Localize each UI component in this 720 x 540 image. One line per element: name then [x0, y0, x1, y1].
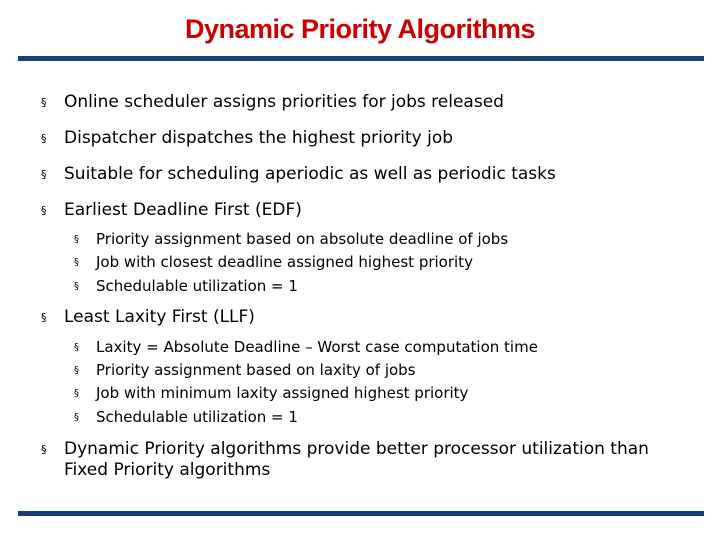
sub-bullet-text: Priority assignment based on absolute deadline of jobs — [96, 230, 509, 248]
sub-bullet-marker-icon: § — [74, 388, 79, 399]
bullet-marker-icon: § — [41, 204, 47, 217]
sub-bullet-text: Job with minimum laxity assigned highest priority — [96, 384, 469, 402]
title-divider — [18, 56, 704, 61]
bullet-text: Suitable for scheduling aperiodic as well as periodic tasks — [64, 164, 556, 184]
sub-bullet-marker-icon: § — [74, 412, 79, 423]
bullet-marker-icon: § — [41, 311, 47, 324]
bullet-text: Online scheduler assigns priorities for jobs released — [64, 92, 504, 112]
bullet-marker-icon: § — [41, 168, 47, 181]
sub-bullet-text: Laxity = Absolute Deadline – Worst case computation time — [96, 338, 538, 356]
sub-bullet-marker-icon: § — [74, 281, 79, 292]
slide-title: Dynamic Priority Algorithms — [184, 14, 536, 44]
sub-bullet-marker-icon: § — [74, 342, 79, 353]
bullet-text: Dispatcher dispatches the highest priority job — [64, 128, 454, 148]
bullet-text: Earliest Deadline First (EDF) — [64, 200, 302, 220]
sub-bullet-text: Priority assignment based on laxity of jobs — [96, 361, 416, 379]
bullet-marker-icon: § — [41, 443, 47, 456]
bullet-marker-icon: § — [41, 96, 47, 109]
sub-bullet-text: Job with closest deadline assigned highest priority — [96, 253, 473, 271]
footer-divider — [18, 511, 704, 516]
bullet-text: Least Laxity First (LLF) — [64, 307, 255, 327]
sub-bullet-text: Schedulable utilization = 1 — [96, 408, 298, 426]
sub-bullet-marker-icon: § — [74, 365, 79, 376]
sub-bullet-text: Schedulable utilization = 1 — [96, 277, 298, 295]
sub-bullet-marker-icon: § — [74, 234, 79, 245]
bullet-marker-icon: § — [41, 132, 47, 145]
sub-bullet-marker-icon: § — [74, 257, 79, 268]
bullet-text: Dynamic Priority algorithms provide better processor utilization than Fixed Priority algorithms — [64, 439, 649, 480]
